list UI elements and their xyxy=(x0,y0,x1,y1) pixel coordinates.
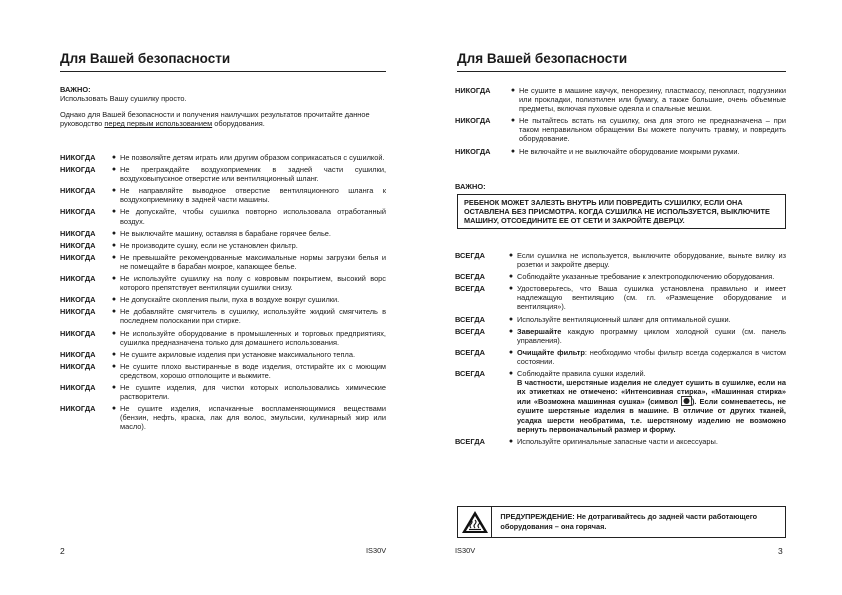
model-code-left: IS30V xyxy=(366,546,387,555)
intro-section xyxy=(60,85,386,135)
row-label: ВСЕГДА xyxy=(455,284,485,294)
warning-text: ПРЕДУПРЕЖДЕНИЕ: Не дотрагивайтесь до задней части работающего оборудования – она горячая. xyxy=(500,512,758,531)
list-item xyxy=(60,165,386,183)
row-text: Не сушите изделия, для чистки которых использовались химические растворители. xyxy=(120,382,386,402)
list-item xyxy=(60,307,386,325)
bullet-icon: ● xyxy=(508,273,514,281)
row-text: Используйте вентиляционный шланг для оптимальной сушки. xyxy=(517,314,731,324)
row-label: НИКОГДА xyxy=(60,295,96,305)
important-heading-right: ВАЖНО: xyxy=(455,182,486,191)
page-title-left: Для Вашей безопасности xyxy=(60,51,231,66)
row-label: НИКОГДА xyxy=(455,146,491,156)
list-item xyxy=(60,383,386,401)
list-item xyxy=(455,284,786,311)
bullet-icon: ● xyxy=(111,405,117,413)
bullet-icon: ● xyxy=(508,370,514,378)
row-label: НИКОГДА xyxy=(60,228,96,238)
bullet-icon: ● xyxy=(111,329,117,337)
row-label: НИКОГДА xyxy=(455,86,491,95)
bullet-icon: ● xyxy=(111,208,117,216)
bullet-icon: ● xyxy=(111,296,117,304)
row-text: Не допускайте скопления пыли, пуха в воздухе вокруг сушилки. xyxy=(120,295,340,305)
list-item xyxy=(60,153,386,162)
row-text: Удостоверьтесь, что Ваша сушилка установлена правильно и имеет надлежащую вентиляцию (см. гл. «Размещение оборудование и вентиляция»). xyxy=(517,284,786,312)
row-text: Не сушите плохо выстиранные в воде изделия, отстирайте их с моющим средством, хорошо отполощите и выжмите. xyxy=(120,361,386,380)
bullet-icon: ● xyxy=(111,308,117,316)
row-text: Не производите сушку, если не установлен фильтр. xyxy=(120,240,298,250)
list-item xyxy=(455,147,786,156)
list-item xyxy=(60,350,386,359)
model-code-right: IS30V xyxy=(455,546,476,555)
row-label: ВСЕГДА xyxy=(455,436,485,446)
bullet-icon: ● xyxy=(508,285,514,293)
row-text: Не допускайте, чтобы сушилка повторно использовала отработанный воздух. xyxy=(120,207,386,226)
always-row-parts xyxy=(455,437,786,446)
hot-surface-icon xyxy=(458,507,492,537)
row-label: ВСЕГДА xyxy=(455,251,485,260)
list-item xyxy=(60,229,386,238)
row-text: Не преграждайте воздухоприемник в задней части сушилки, воздуховыпускное отверстие или вентиляционный шланг. xyxy=(120,165,386,184)
bullet-icon: ● xyxy=(508,252,514,259)
page-number-right: 3 xyxy=(778,546,783,556)
always-row-cooldown xyxy=(455,327,786,345)
row-text: Используйте оригинальные запасные части и аксессуары. xyxy=(517,436,718,446)
intro-line-1: Использовать Вашу сушилку просто. xyxy=(60,94,187,104)
row-label: НИКОГДА xyxy=(60,186,96,196)
list-item xyxy=(60,186,386,204)
row-label: НИКОГДА xyxy=(60,307,96,317)
row-text: Не сушите изделия, испачканные воспламеняющимися веществами (бензин, нефть, краска, лак для волос, эмульсии, кулинарный жир или масло). xyxy=(120,404,386,432)
bullet-icon: ● xyxy=(111,275,117,283)
row-text: Не используйте оборудование в промышленных и торговых предприятиях, сушилка предназначена только для домашнего использования. xyxy=(120,328,386,347)
row-label: НИКОГДА xyxy=(60,361,96,371)
row-text: Не направляйте выводное отверстие вентиляционного шланга к воздухоприемнику в задней части машины. xyxy=(120,186,386,205)
row-text: Не добавляйте смягчитель в сушилку, используйте жидкий смягчитель в последнем полоскании при стирке. xyxy=(120,307,386,326)
row-label: ВСЕГДА xyxy=(455,326,485,336)
row-text: Не сушите акриловые изделия при установке максимального тепла. xyxy=(120,349,356,359)
bullet-icon: ● xyxy=(111,154,117,161)
warning-box xyxy=(457,506,786,538)
row-label: НИКОГДА xyxy=(60,252,96,262)
intro-underlined-text: перед первым использованием xyxy=(104,119,213,129)
page-title-right: Для Вашей безопасности xyxy=(457,51,628,66)
row-text: Не сушите в машине каучук, пенорезину, пластмассу, пенопласт, подгузники или прокладки, полиэтилен или бумагу, а также большие, очень объемные предметы, включая пуховые одеяла и спальные мешки. xyxy=(519,86,786,114)
row-text: Если сушилка не используется, выключите оборудование, выньте вилку из розетки и закройте дверцу. xyxy=(517,251,786,270)
row-label: НИКОГДА xyxy=(60,274,96,284)
bullet-icon: ● xyxy=(111,166,117,174)
always-row-drying-rules xyxy=(455,369,786,434)
row-text: Не позволяйте детям играть или другим образом соприкасаться с сушилкой. xyxy=(120,153,385,162)
title-rule-left xyxy=(60,71,386,72)
list-item xyxy=(455,86,786,113)
list-item xyxy=(60,362,386,380)
row-label: ВСЕГДА xyxy=(455,369,485,379)
row-text: Не превышайте рекомендованные максимальные нормы загрузки белья и не помещайте в барабан мокрое, капающее белье. xyxy=(120,252,386,271)
row-text: Очищайте фильтр: необходимо чтобы фильтр всегда содержался в чистом состоянии. xyxy=(517,347,787,366)
row-text: Соблюдайте указанные требование к электроподключению оборудования. xyxy=(517,272,775,282)
row-text: Не используйте сушилку на полу с ковровым покрытием, высокий ворс которого препятствует вентиляции сушилки снизу. xyxy=(120,274,386,293)
bullet-icon: ● xyxy=(111,229,117,237)
wool-tumble-dry-icon xyxy=(681,396,692,406)
bullet-icon: ● xyxy=(111,362,117,370)
list-item xyxy=(455,116,786,143)
list-item xyxy=(60,253,386,271)
list-item xyxy=(60,241,386,250)
row-label: НИКОГДА xyxy=(60,382,96,392)
list-item xyxy=(60,329,386,347)
row-label: ВСЕГДА xyxy=(455,272,485,282)
list-item xyxy=(60,295,386,304)
never-list-right xyxy=(455,86,786,159)
row-label: НИКОГДА xyxy=(455,116,491,126)
important-box: РЕБЕНОК МОЖЕТ ЗАЛЕЗТЬ ВНУТРЬ ИЛИ ПОВРЕДИТЬ СУШИЛКУ, ЕСЛИ ОНА ОСТАВЛЕНА БЕЗ ПРИСМОТРА. КОГДА СУШИЛКА НЕ ИСПОЛЬЗУЕТСЯ, ВЫКЛЮЧИТЕ МАШИНУ, ОТСОЕДИНИТЕ ЕЕ ОТ СЕТИ И ЗАКРОЙТЕ ДВЕРЦУ. xyxy=(457,194,786,229)
bullet-icon: ● xyxy=(510,147,516,155)
bullet-icon: ● xyxy=(111,383,117,391)
bullet-icon: ● xyxy=(508,327,514,335)
row-label: ВСЕГДА xyxy=(455,314,485,324)
bullet-icon: ● xyxy=(510,117,516,125)
bullet-icon: ● xyxy=(510,87,516,94)
list-item xyxy=(60,207,386,225)
row-text: Соблюдайте правила сушки изделий. В частности, шерстяные изделия не следует сушить в сушилке, если на их этикетках не отмечено: «Интенсивная стирка», «Машинная стирка» или «Возможна машинная сушка» (символ ). Если сомневаетесь, не сушите шерстяные изделия в машине. В отличие от других тканей, усадка шерсти необратима, т.е. шерстяному изделию не возможно вернуть первоначальный размер и форму. xyxy=(517,369,787,434)
bullet-icon: ● xyxy=(111,241,117,249)
list-item xyxy=(455,251,786,269)
always-simple-rows xyxy=(455,251,786,324)
bullet-icon: ● xyxy=(508,348,514,356)
always-row-filter xyxy=(455,348,786,366)
row-label: НИКОГДА xyxy=(60,349,96,359)
always-list xyxy=(455,251,786,449)
bullet-icon: ● xyxy=(508,437,514,445)
important-heading-left: ВАЖНО: xyxy=(60,85,91,94)
title-rule-right xyxy=(457,71,786,72)
list-item xyxy=(455,272,786,281)
row-label: НИКОГДА xyxy=(60,165,96,175)
row-text: Завершайте каждую программу циклом холодной сушки (см. панель управления). xyxy=(517,326,786,345)
page-number-left: 2 xyxy=(60,546,65,556)
hot-surface-warning-icon xyxy=(461,510,489,534)
bullet-icon: ● xyxy=(111,187,117,195)
list-item xyxy=(60,274,386,292)
bullet-icon: ● xyxy=(508,315,514,323)
right-page xyxy=(421,0,842,595)
list-item xyxy=(60,404,386,431)
intro-line-2: Однако для Вашей безопасности и получения наилучших результатов прочитайте данное руководство перед первым использованием оборудования. xyxy=(60,110,370,129)
row-text: Не выключайте машину, оставляя в барабане горячее белье. xyxy=(120,228,331,238)
row-label: НИКОГДА xyxy=(60,153,96,162)
row-text: Не включайте и не выключайте оборудование мокрыми руками. xyxy=(519,146,740,156)
row-label: НИКОГДА xyxy=(60,240,96,250)
row-label: НИКОГДА xyxy=(60,404,96,414)
list-item xyxy=(455,315,786,324)
row-label: НИКОГДА xyxy=(60,207,96,217)
never-list-left xyxy=(60,153,386,434)
row-label: НИКОГДА xyxy=(60,328,96,338)
bullet-icon: ● xyxy=(111,350,117,358)
bullet-icon: ● xyxy=(111,253,117,261)
row-text: Не пытайтесь встать на сушилку, она для этого не предназначена – при таком неправильном обращении Вы можете получить травму, и повредить оборудование. xyxy=(519,116,786,144)
row-label: ВСЕГДА xyxy=(455,347,485,357)
